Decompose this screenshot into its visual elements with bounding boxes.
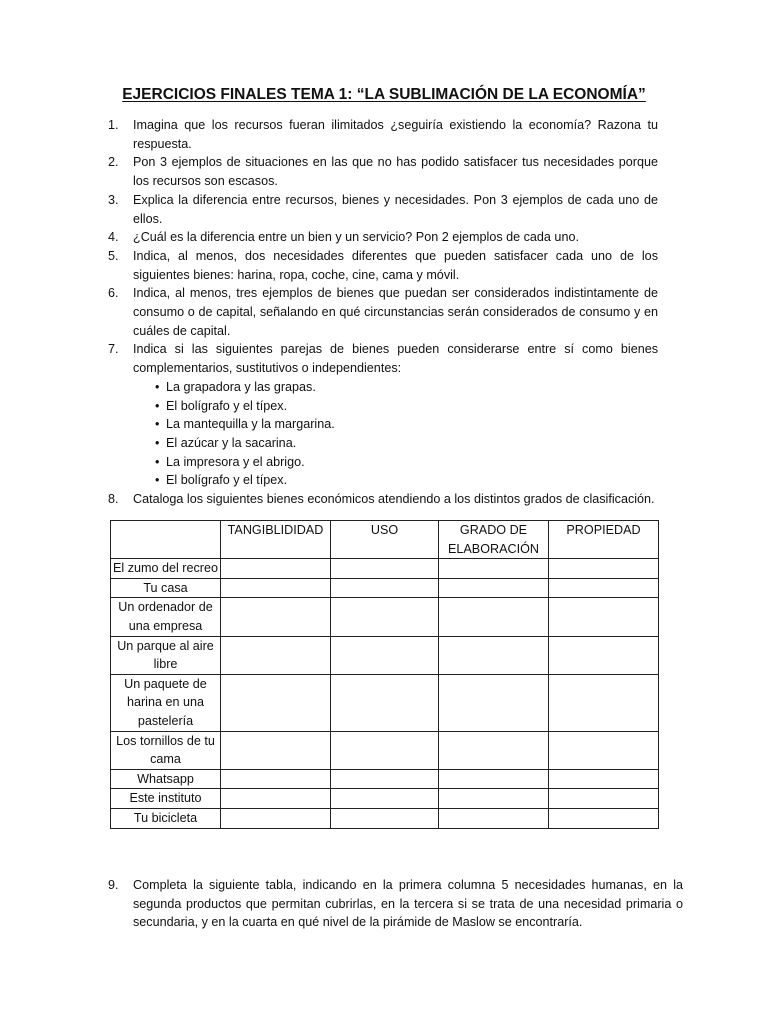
table-row [111, 578, 659, 598]
table-cell[interactable] [549, 578, 659, 598]
column-header: USO [331, 521, 439, 559]
table-cell[interactable] [221, 598, 331, 636]
exercise-text: Imagina que los recursos fueran ilimitados ¿seguiría existiendo la economía? Razona tu respuesta. [133, 118, 658, 151]
table-cell[interactable] [439, 578, 549, 598]
exercise-item [108, 490, 658, 509]
table-cell[interactable] [439, 789, 549, 809]
table-cell[interactable] [331, 636, 439, 674]
table-row [111, 731, 659, 769]
table-row [111, 598, 659, 636]
table-cell[interactable] [221, 636, 331, 674]
row-label: Whatsapp [111, 769, 221, 789]
exercise-item [108, 340, 658, 490]
exercise-item [108, 228, 658, 247]
exercise-text: Indica, al menos, tres ejemplos de bienes que puedan ser considerados indistintamente de consumo o de capital, señalando en qué circunstancias serán considerados de consumo y en cuáles de capital. [133, 286, 658, 338]
table-cell[interactable] [549, 674, 659, 731]
table-cell[interactable] [221, 559, 331, 579]
exercise-item [108, 116, 658, 153]
table-row [111, 636, 659, 674]
table-cell[interactable] [549, 559, 659, 579]
exercise-text: Completa la siguiente tabla, indicando en la primera columna 5 necesidades humanas, en la segunda productos que permitan cubrirlas, en la tercera si se trata de una necesidad primaria o secundaria, y en la cuarta en qué nivel de la pirámide de Maslow se encontraría. [133, 878, 683, 930]
row-label: El zumo del recreo [111, 559, 221, 579]
exercise-number: 9. [108, 878, 119, 892]
row-label: Un ordenador de una empresa [111, 598, 221, 636]
table-cell[interactable] [331, 789, 439, 809]
exercise-number: 2. [108, 155, 119, 170]
exercise-number: 7. [108, 342, 119, 357]
table-cell[interactable] [331, 598, 439, 636]
table-cell[interactable] [549, 789, 659, 809]
list-item: • La grapadora y las grapas. [155, 378, 658, 397]
table-row [111, 808, 659, 828]
list-item: • El bolígrafo y el típex. [155, 471, 658, 490]
exercise-text: Explica la diferencia entre recursos, bienes y necesidades. Pon 3 ejemplos de cada uno de ellos. [133, 192, 658, 226]
exercise-item [108, 284, 658, 340]
row-label: Tu bicicleta [111, 808, 221, 828]
list-item: • La impresora y el abrigo. [155, 453, 658, 472]
table-cell[interactable] [549, 636, 659, 674]
row-label: Tu casa [111, 578, 221, 598]
table-row [111, 769, 659, 789]
table-cell[interactable] [331, 674, 439, 731]
page-title: EJERCICIOS FINALES TEMA 1: “LA SUBLIMACIÓN DE LA ECONOMÍA” [122, 86, 646, 103]
exercise-text: Pon 3 ejemplos de situaciones en las que no has podido satisfacer tus necesidades porque los recursos son escasos. [133, 155, 658, 189]
goods-pairs-list [133, 378, 658, 490]
exercise-number: 3. [108, 192, 119, 207]
column-header [111, 521, 221, 559]
exercise-text: Indica, al menos, dos necesidades diferentes que pueden satisfacer cada uno de los siguientes bienes: harina, ropa, coche, cine, cama y móvil. [133, 248, 658, 282]
table-cell[interactable] [549, 731, 659, 769]
exercise-number: 5. [108, 248, 119, 263]
exercise-number: 6. [108, 286, 119, 301]
table-cell[interactable] [221, 674, 331, 731]
table-cell[interactable] [331, 769, 439, 789]
row-label: Un paquete de harina en una pastelería [111, 674, 221, 731]
table-cell[interactable] [331, 731, 439, 769]
table-cell[interactable] [221, 578, 331, 598]
exercise-text: Cataloga los siguientes bienes económicos atendiendo a los distintos grados de clasificación. [133, 492, 655, 507]
list-item: • El bolígrafo y el típex. [155, 397, 658, 416]
classification-table [110, 520, 659, 829]
table-row [111, 789, 659, 809]
table-cell[interactable] [221, 769, 331, 789]
table-cell[interactable] [439, 559, 549, 579]
list-item: • La mantequilla y la margarina. [155, 415, 658, 434]
list-item: • El azúcar y la sacarina. [155, 434, 658, 453]
column-header: TANGIBLIDIDAD [221, 521, 331, 559]
exercise-number: 4. [108, 230, 119, 245]
table-cell[interactable] [549, 598, 659, 636]
column-header: GRADO DE ELABORACIÓN [439, 521, 549, 559]
table-cell[interactable] [439, 598, 549, 636]
exercise-number: 1. [108, 118, 119, 132]
table-header-row [111, 521, 659, 559]
row-label: Un parque al aire libre [111, 636, 221, 674]
column-header: PROPIEDAD [549, 521, 659, 559]
table-cell[interactable] [549, 808, 659, 828]
table-cell[interactable] [439, 731, 549, 769]
table-cell[interactable] [221, 731, 331, 769]
exercise-item [108, 876, 683, 932]
exercise-text: Indica si las siguientes parejas de bienes pueden considerarse entre sí como bienes complementarios, sustitutivos o independientes: [133, 342, 658, 376]
exercise-list [108, 116, 658, 509]
table-cell[interactable] [331, 578, 439, 598]
table-cell[interactable] [439, 769, 549, 789]
exercise-item [108, 153, 658, 190]
exercise-item [108, 191, 658, 228]
table-cell[interactable] [439, 636, 549, 674]
table-row [111, 559, 659, 579]
table-cell[interactable] [221, 808, 331, 828]
exercise-item [108, 247, 658, 284]
table-cell[interactable] [331, 808, 439, 828]
table-cell[interactable] [549, 769, 659, 789]
table-cell[interactable] [221, 789, 331, 809]
exercise-number: 8. [108, 492, 119, 507]
row-label: Este instituto [111, 789, 221, 809]
table-cell[interactable] [331, 559, 439, 579]
row-label: Los tornillos de tu cama [111, 731, 221, 769]
exercise-text: ¿Cuál es la diferencia entre un bien y un servicio? Pon 2 ejemplos de cada uno. [133, 230, 579, 245]
table-cell[interactable] [439, 674, 549, 731]
table-cell[interactable] [439, 808, 549, 828]
table-row [111, 674, 659, 731]
